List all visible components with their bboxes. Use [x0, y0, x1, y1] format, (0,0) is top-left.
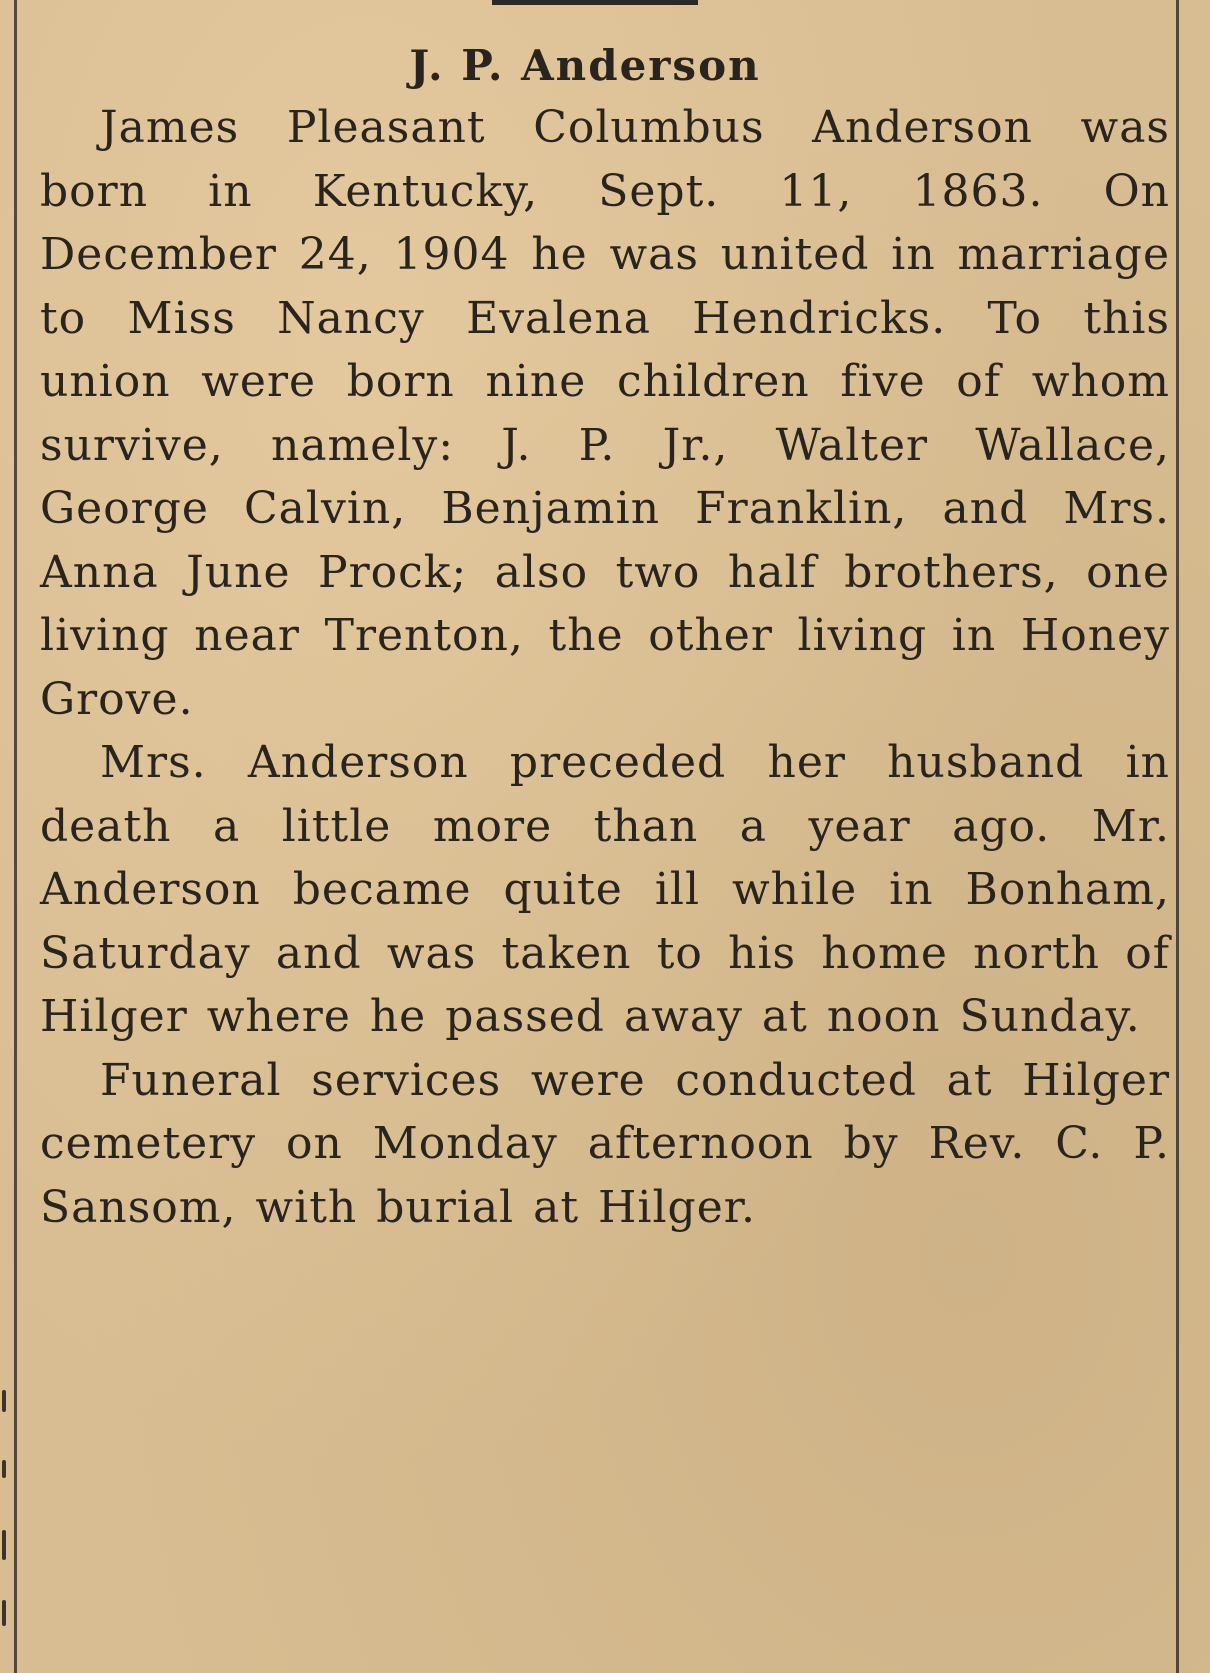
top-column-rule [492, 0, 698, 5]
left-column-rule [14, 0, 17, 1673]
left-edge-print-marks [0, 1380, 12, 1630]
article-paragraph-1: James Pleasant Columbus Anderson was born in Kentucky, Sept. 11, 1863. On December 24, 1904 he was united in marriage to Miss Nancy Evalena Hendricks. To this union were born nine children five of whom survive, namely: J. P. Jr., Walter Wallace, George Calvin, Benjamin Franklin, and Mrs. Anna June Prock; also two half brothers, one living near Trenton, the other living in Honey Grove. [40, 102, 1170, 725]
obituary-article [40, 40, 1170, 1239]
article-headline: J. P. Anderson [409, 41, 761, 90]
right-column-rule [1176, 0, 1179, 1673]
article-paragraph-2: Mrs. Anderson preceded her husband in death a little more than a year ago. Mr. Anderson became quite ill while in Bonham, Saturday and was taken to his home north of Hilger where he passed away at noon Sunday. [40, 737, 1170, 1042]
article-paragraph-3: Funeral services were conducted at Hilger cemetery on Monday afternoon by Rev. C. P. Sansom, with burial at Hilger. [40, 1054, 1170, 1233]
